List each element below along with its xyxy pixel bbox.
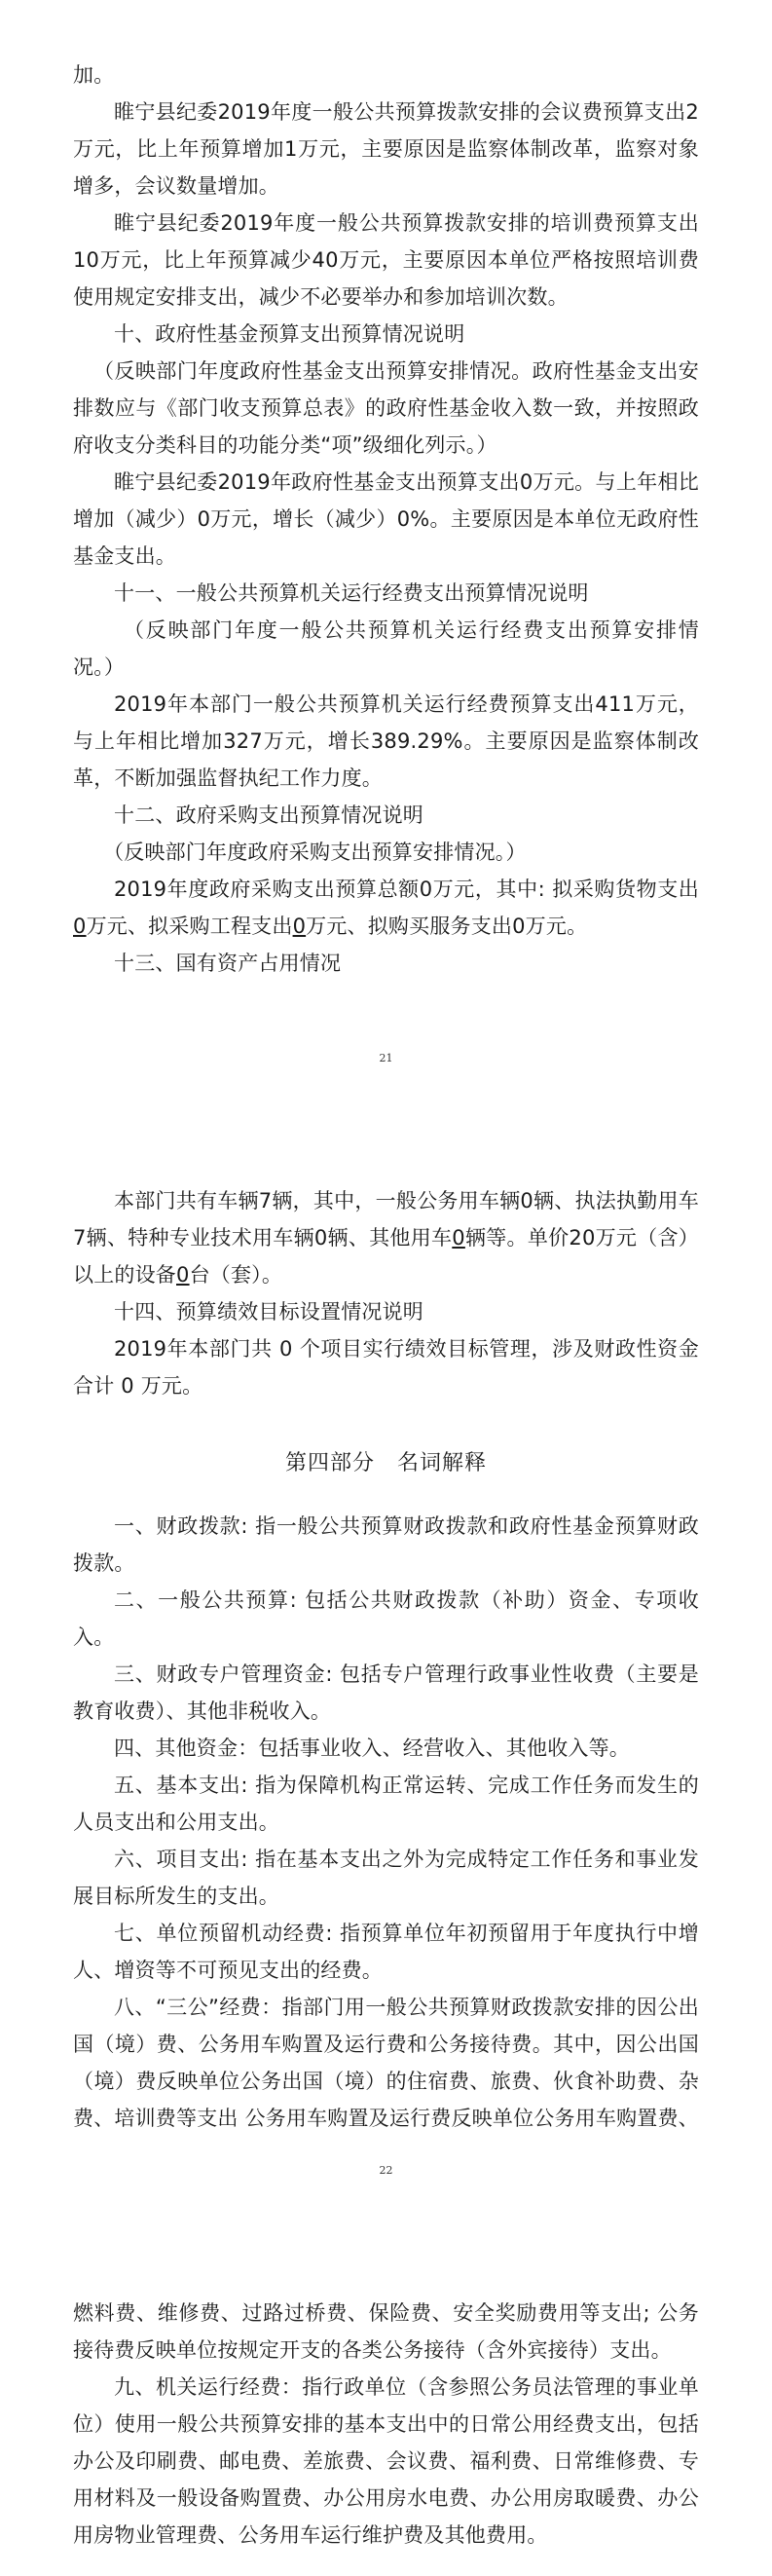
vehicles-text-1: 本部门共有车辆7辆，其中，一般公务用车辆0辆、执法执勤用车7辆、特种专业技术用车辆0辆、其他用车: [73, 1189, 699, 1250]
note-paragraph: （反映部门年度一般公共预算机关运行经费支出预算安排情况。）: [73, 618, 699, 679]
section-heading: 十四、预算绩效目标设置情况说明: [114, 1300, 423, 1324]
procurement-paragraph: [73, 871, 699, 945]
procurement-text-3: 万元、拟购买服务支出0万元。: [306, 915, 588, 938]
page-number: 21: [379, 1052, 393, 1064]
other-vehicles-count: 0: [452, 1226, 465, 1250]
term-definition: 二、一般公共预算: 包括公共财政拨款（补助）资金、专项收入。: [73, 1588, 699, 1649]
goods-amount: 0: [73, 915, 87, 938]
procurement-text-1: 2019年度政府采购支出预算总额0万元，其中: 拟采购货物支出: [114, 877, 699, 901]
paragraph: 睢宁县纪委2019年度一般公共预算拨款安排的会议费预算支出2万元，比上年预算增加1万元，主要原因是监察体制改革，监察对象增多，会议数量增加。: [73, 100, 699, 198]
page-body: [73, 56, 699, 982]
document-page-23: [0, 2240, 772, 2576]
term-definition: 四、其他资金：包括事业收入、经营收入、其他收入等。: [114, 1736, 630, 1760]
part-title: 第四部分 名词解释: [284, 1451, 487, 1475]
vehicles-paragraph: [73, 1182, 699, 1293]
vehicles-text-3: 台（套）。: [189, 1263, 283, 1287]
term-definition: 八、“三公”经费：指部门用一般公共预算财政拨款安排的因公出国（境）费、公务用车购置及运行费和公务接待费。其中，因公出国（境）费反映单位公务出国（境）的住宿费、旅费、伙食补助费、杂费、培训费等支出 公务用车购置及运行费反映单位公务用车购置费、: [73, 1996, 699, 2130]
page-body: [73, 2295, 699, 2554]
paragraph: 睢宁县纪委2019年政府性基金支出预算支出0万元。与上年相比增加（减少）0万元，增长（减少）0%。主要原因是本单位无政府性基金支出。: [73, 470, 699, 568]
term-definition: 三、财政专户管理资金: 包括专户管理行政事业性收费（主要是教育收费）、其他非税收入。: [73, 1662, 699, 1723]
paragraph: 2019年本部门一般公共预算机关运行经费预算支出411万元，与上年相比增加327万元，增长389.29%。主要原因是监察体制改革，不断加强监督执纪工作力度。: [73, 692, 699, 790]
term-definition: 七、单位预留机动经费: 指预算单位年初预留用于年度执行中增人、增资等不可预见支出的经费。: [73, 1922, 699, 1982]
section-heading: 十、政府性基金预算支出预算情况说明: [114, 322, 465, 346]
page-number: 22: [379, 2164, 393, 2177]
term-definition: 五、基本支出: 指为保障机构正常运转、完成工作任务而发生的人员支出和公用支出。: [73, 1773, 699, 1834]
works-amount: 0: [292, 915, 307, 938]
section-heading: 十一、一般公共预算机关运行经费支出预算情况说明: [114, 581, 589, 605]
term-definition: 六、项目支出: 指在基本支出之外为完成特定工作任务和事业发展目标所发生的支出。: [73, 1848, 699, 1908]
paragraph: 燃料费、维修费、过路过桥费、保险费、安全奖励费用等支出; 公务接待费反映单位按规定开支的各类公务接待（含外宾接待）支出。: [73, 2301, 699, 2362]
vehicles-text-2: 辆等。单价20万元（含）以上的设备: [73, 1226, 700, 1287]
document-page-22: [0, 1120, 772, 2240]
term-definition: 一、财政拨款: 指一般公共预算财政拨款和政府性基金预算财政拨款。: [73, 1514, 699, 1575]
procurement-text-2: 万元、拟采购工程支出: [86, 915, 293, 938]
paragraph: 加。: [73, 63, 115, 87]
section-heading: 十三、国有资产占用情况: [114, 952, 342, 975]
note-paragraph: （反映部门年度政府性基金支出预算安排情况。政府性基金支出安排数应与《部门收支预算总表》的政府性基金收入数一致，并按照政府收支分类科目的功能分类“项”级细化列示。）: [73, 359, 699, 457]
paragraph: 2019年本部门共 0 个项目实行绩效目标管理，涉及财政性资金合计 0 万元。: [73, 1337, 699, 1398]
document-page-21: [0, 0, 772, 1120]
note-paragraph: （反映部门年度政府采购支出预算安排情况。）: [103, 840, 527, 864]
term-definition: 九、机关运行经费：指行政单位（含参照公务员法管理的事业单位）使用一般公共预算安排的基本支出中的日常公用经费支出，包括办公及印刷费、邮电费、差旅费、会议费、福利费、日常维修费、专用材料及一般设备购置费、办公用房水电费、办公用房取暖费、办公用房物业管理费、公务用车运行维护费及其他费用。: [73, 2375, 699, 2547]
equipment-count: 0: [176, 1263, 190, 1287]
section-heading: 十二、政府采购支出预算情况说明: [114, 803, 423, 827]
paragraph: 睢宁县纪委2019年度一般公共预算拨款安排的培训费预算支出10万元，比上年预算减少40万元，主要原因本单位严格按照培训费使用规定安排支出，减少不必要举办和参加培训次数。: [73, 211, 699, 309]
page-body: [73, 1182, 699, 2137]
